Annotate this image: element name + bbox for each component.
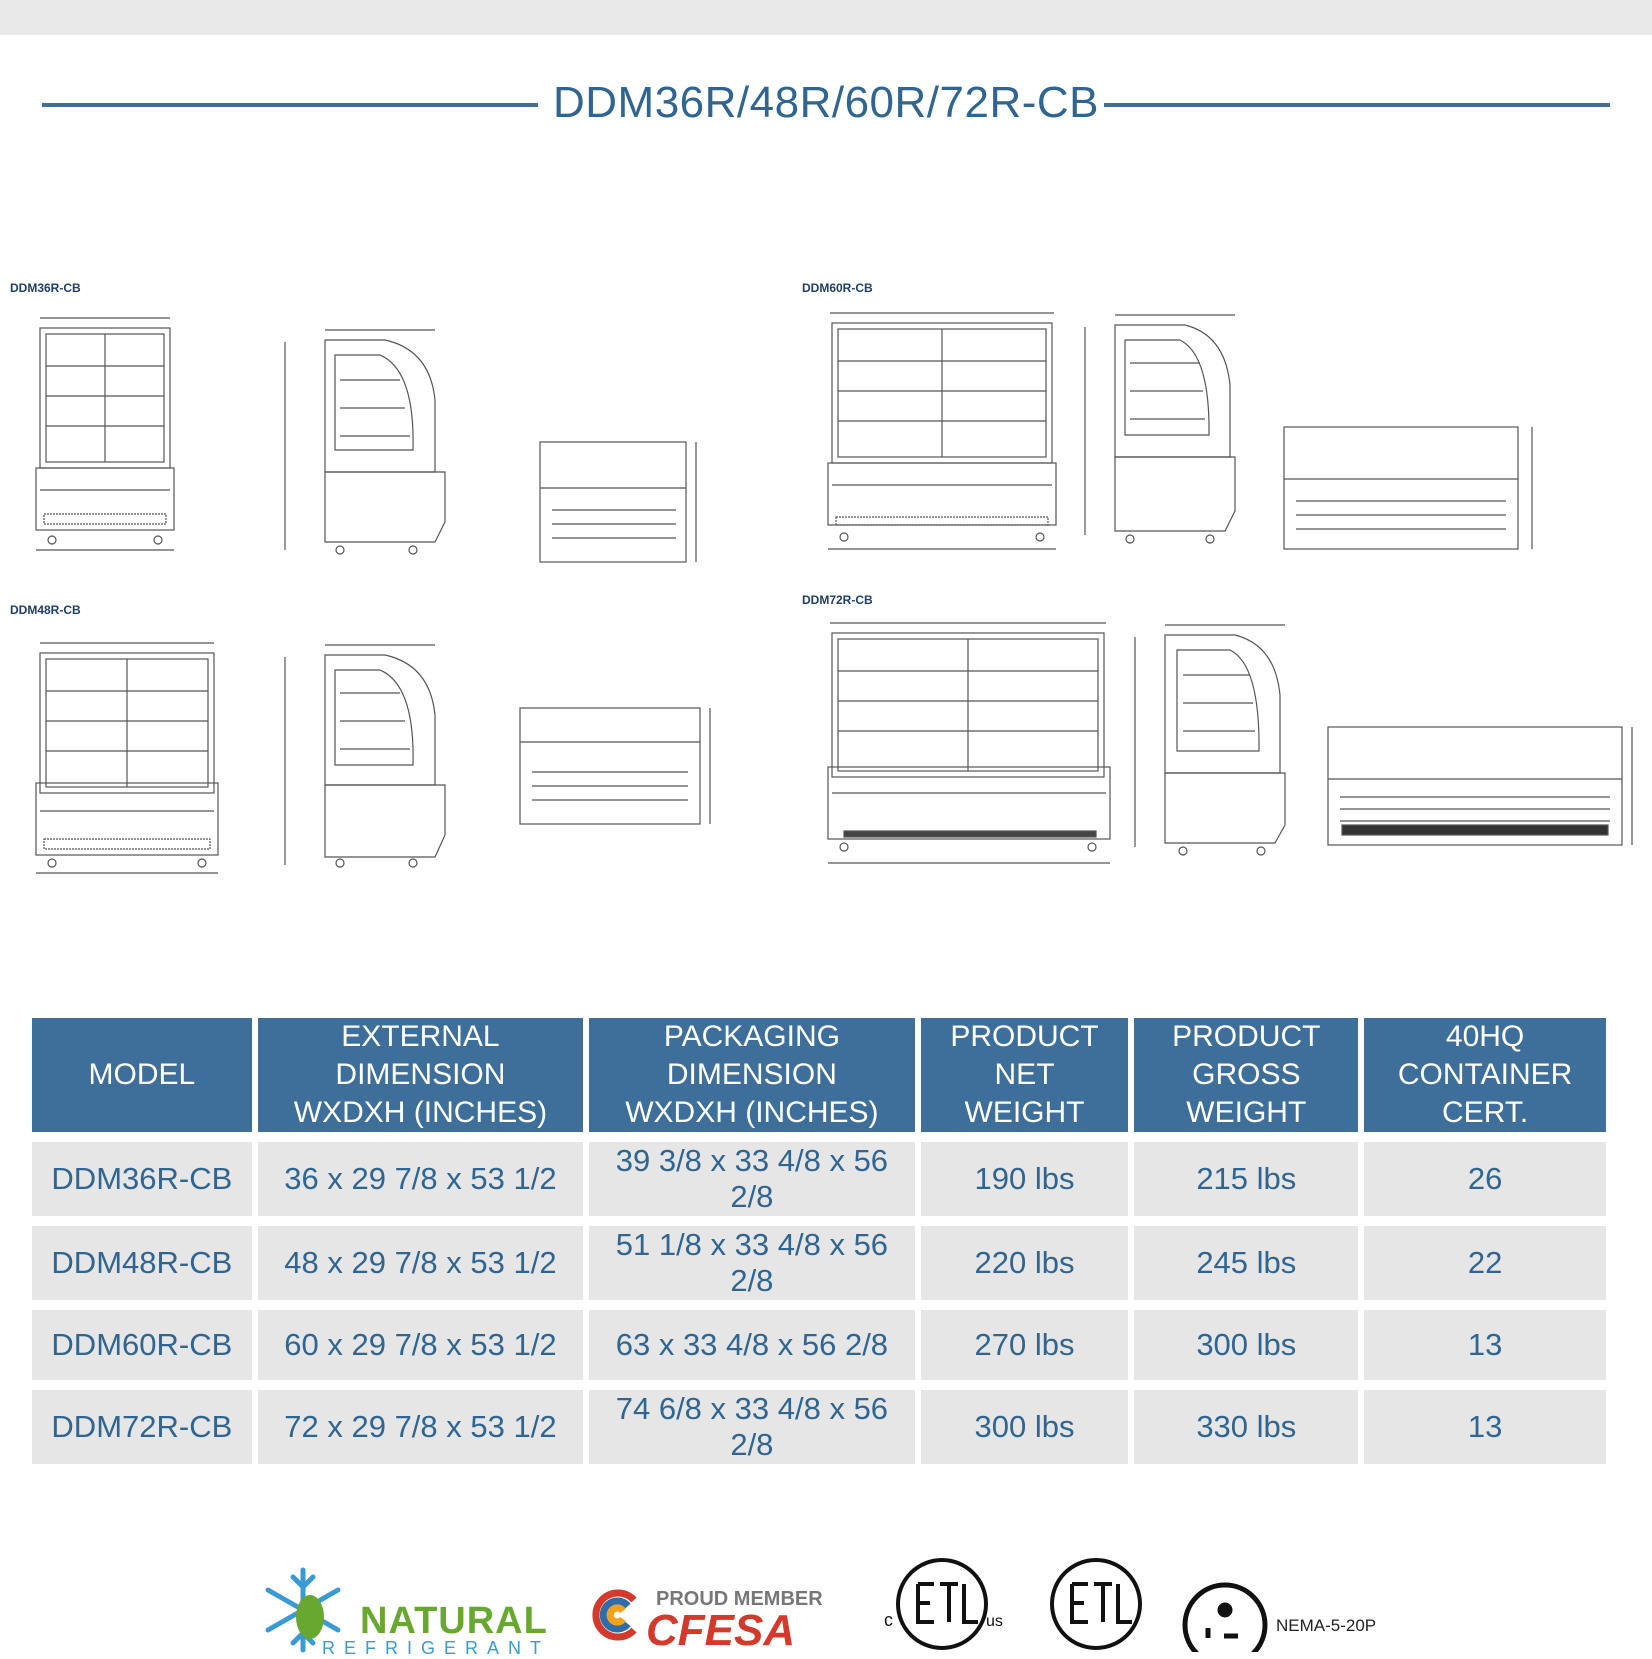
- header-line-2: GROSS WEIGHT: [1186, 1058, 1307, 1129]
- cell-container-cert: 13: [1364, 1310, 1606, 1380]
- top-view-ddm72r: [1326, 725, 1646, 855]
- cell-gross-weight: 215 lbs: [1134, 1142, 1358, 1216]
- cfesa-proud-member: PROUD MEMBER: [656, 1588, 823, 1610]
- header-line-1: PRODUCT: [1172, 1020, 1321, 1053]
- table-row: [32, 1310, 1606, 1380]
- side-view-ddm48r: [285, 635, 465, 885]
- cfesa-swirl-icon: [586, 1586, 644, 1644]
- title-rule-left: [42, 103, 538, 107]
- cell-container-cert: 13: [1364, 1390, 1606, 1464]
- top-view-ddm60r: [1282, 425, 1552, 555]
- table-row: [32, 1142, 1606, 1216]
- header-line-2: WEIGHT: [964, 1096, 1085, 1129]
- drawing-label-ddm36r: DDM36R-CB: [10, 281, 81, 295]
- spec-table: [26, 1008, 1612, 1474]
- cell-gross-weight: 245 lbs: [1134, 1226, 1358, 1300]
- drawing-label-ddm72r: DDM72R-CB: [802, 593, 873, 607]
- front-view-ddm72r: [820, 615, 1120, 875]
- table-header-row: [32, 1018, 1606, 1132]
- etl-listed-logo: [884, 1556, 1014, 1652]
- cell-packaging-dimension: 51 1/8 x 33 4/8 x 56 2/8: [589, 1226, 914, 1300]
- side-view-ddm60r: [1085, 305, 1265, 555]
- front-view-ddm60r: [820, 305, 1070, 555]
- natural-refrigerant-title: NATURAL: [360, 1600, 548, 1642]
- header-line-1: 40HQ: [1445, 1020, 1525, 1053]
- etl-us-text: us: [986, 1613, 1003, 1630]
- nema-plug-icon: [1180, 1580, 1270, 1652]
- cell-model: DDM72R-CB: [32, 1390, 252, 1464]
- natural-refrigerant-subtitle: REFRIGERANT: [322, 1638, 551, 1658]
- top-view-ddm48r: [518, 706, 728, 836]
- header-line-2: WXDXH (INCHES): [293, 1096, 548, 1129]
- cell-model: DDM60R-CB: [32, 1310, 252, 1380]
- cell-net-weight: 190 lbs: [921, 1142, 1129, 1216]
- cell-external-dimension: 60 x 29 7/8 x 53 1/2: [258, 1310, 583, 1380]
- header-line-2: CONTAINER CERT.: [1397, 1058, 1573, 1129]
- cell-gross-weight: 300 lbs: [1134, 1310, 1358, 1380]
- page-title: DDM36R/48R/60R/72R-CB: [552, 78, 1100, 127]
- drawing-label-ddm48r: DDM48R-CB: [10, 603, 81, 617]
- etl-c-text: c: [884, 1610, 893, 1630]
- cell-net-weight: 270 lbs: [921, 1310, 1129, 1380]
- title-rule-right: [1104, 103, 1610, 107]
- top-view-ddm36r: [538, 440, 708, 570]
- cell-external-dimension: 48 x 29 7/8 x 53 1/2: [258, 1226, 583, 1300]
- header-model: [32, 1018, 252, 1132]
- cell-external-dimension: 36 x 29 7/8 x 53 1/2: [258, 1142, 583, 1216]
- cell-packaging-dimension: 39 3/8 x 33 4/8 x 56 2/8: [589, 1142, 914, 1216]
- top-bar: [0, 0, 1652, 35]
- cell-net-weight: 300 lbs: [921, 1390, 1129, 1464]
- front-view-ddm48r: [30, 635, 230, 885]
- header-line-1: PRODUCT NET: [950, 1020, 1099, 1091]
- cell-packaging-dimension: 74 6/8 x 33 4/8 x 56 2/8: [589, 1390, 914, 1464]
- cell-model: DDM48R-CB: [32, 1226, 252, 1300]
- cfesa-wordmark: CFESA: [646, 1606, 796, 1655]
- cell-container-cert: 26: [1364, 1142, 1606, 1216]
- drawing-label-ddm60r: DDM60R-CB: [802, 281, 873, 295]
- header-line-1: PACKAGING DIMENSION: [663, 1020, 840, 1091]
- header-model-label: MODEL: [88, 1058, 196, 1091]
- header-line-1: EXTERNAL DIMENSION: [335, 1020, 506, 1091]
- nema-label: NEMA-5-20P: [1276, 1616, 1377, 1635]
- cell-model: DDM36R-CB: [32, 1142, 252, 1216]
- cell-gross-weight: 330 lbs: [1134, 1390, 1358, 1464]
- table-row: [32, 1390, 1606, 1464]
- side-view-ddm72r: [1135, 615, 1315, 875]
- header-container-cert: [1364, 1018, 1606, 1132]
- front-view-ddm36r: [30, 310, 190, 560]
- header-line-2: WXDXH (INCHES): [625, 1096, 879, 1129]
- cell-packaging-dimension: 63 x 33 4/8 x 56 2/8: [589, 1310, 914, 1380]
- etl-sanitation-logo: [1048, 1556, 1144, 1652]
- header-product-net-weight: [921, 1018, 1129, 1132]
- cell-external-dimension: 72 x 29 7/8 x 53 1/2: [258, 1390, 583, 1464]
- cell-net-weight: 220 lbs: [921, 1226, 1129, 1300]
- header-product-gross-weight: [1134, 1018, 1358, 1132]
- header-packaging-dimension: [589, 1018, 914, 1132]
- table-row: [32, 1226, 1606, 1300]
- side-view-ddm36r: [285, 310, 465, 560]
- cell-container-cert: 22: [1364, 1226, 1606, 1300]
- header-external-dimension: [258, 1018, 583, 1132]
